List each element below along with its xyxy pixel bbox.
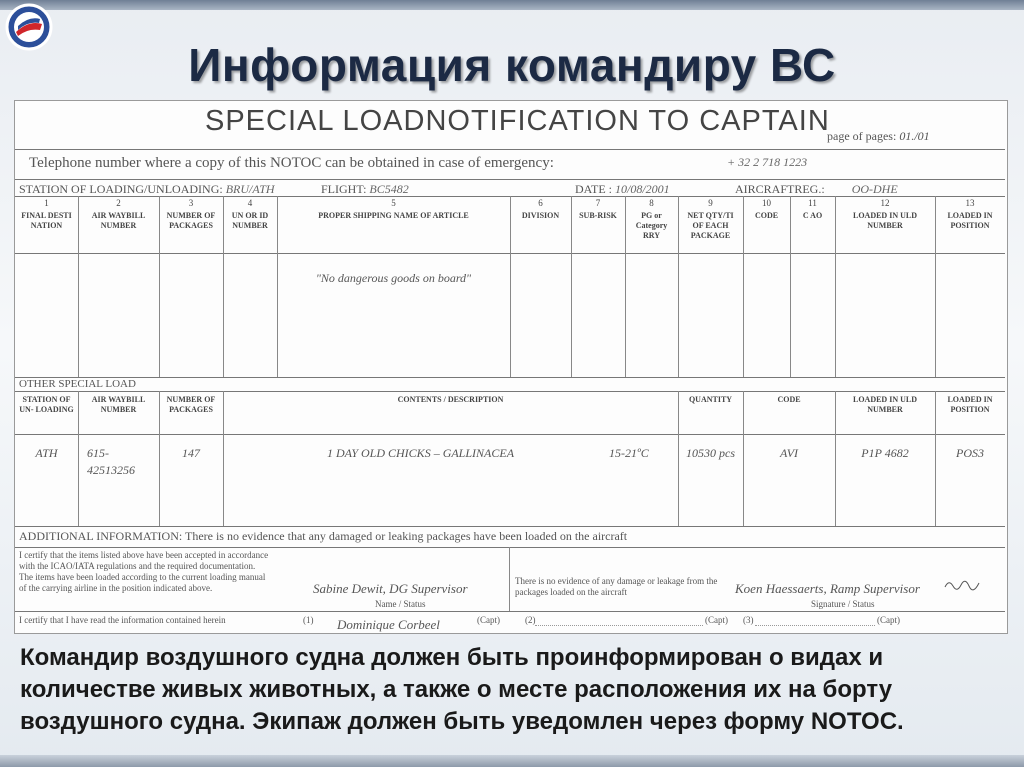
aircraft-reg-field: AIRCRAFTREG.: OO-DHE xyxy=(735,182,898,196)
telephone-label: Telephone number where a copy of this NOTOC can be obtained in case of emergency: xyxy=(29,155,554,171)
other-col-uld: LOADED IN ULD NUMBER xyxy=(852,395,917,414)
dg-col-final-destination: FINAL DESTI NATION xyxy=(21,211,72,230)
dg-col-code: CODE xyxy=(754,211,779,220)
captain-signature: Dominique Corbeel xyxy=(337,617,440,632)
handwritten-initials-icon xyxy=(943,577,983,594)
slide-title: Информация командиру ВС xyxy=(188,39,836,91)
station-field: STATION OF LOADING/UNLOADING: BRU/ATH xyxy=(19,182,275,196)
other-contents: 1 DAY OLD CHICKS – GALLINACEA xyxy=(327,446,515,460)
pages-indicator: page of pages: 01./01 xyxy=(827,129,930,143)
dg-col-un-id: UN OR ID NUMBER xyxy=(231,211,269,230)
certify-text: I certify that the items listed above have been accepted in accordance with the ICAO/IATA regulations and the required documentation. The items have been loaded according to the current loading manual of the carrying airline in the position indicated above. xyxy=(19,550,269,593)
other-quantity: 10530 pcs xyxy=(686,446,735,460)
date-field: DATE : 10/08/2001 xyxy=(575,182,670,196)
dg-col-net-qty: NET QTY/TI OF EACH PACKAGE xyxy=(687,211,734,240)
dg-col-packages: NUMBER OF PACKAGES xyxy=(166,211,216,230)
additional-information: ADDITIONAL INFORMATION: There is no evidence that any damaged or leaking packages have been loaded on the aircraft xyxy=(19,529,628,543)
other-uld: P1P 4682 xyxy=(861,446,909,460)
other-col-contents: CONTENTS / DESCRIPTION xyxy=(397,395,504,404)
name-status-label: Name / Status xyxy=(375,599,426,609)
other-col-awb: AIR WAYBILL NUMBER xyxy=(91,395,146,414)
other-col-position: LOADED IN POSITION xyxy=(947,395,993,414)
dg-col-pg: PG or Category RRY xyxy=(635,211,668,240)
other-awb-1: 615- xyxy=(87,446,109,460)
telephone-value: + 32 2 718 1223 xyxy=(727,155,808,169)
other-position: POS3 xyxy=(956,446,984,460)
notoc-form: SPECIAL LOADNOTIFICATION TO CAPTAIN page of pages: 01./01 Telephone number where a copy of this NOTOC can be obtained in case of emergency: + 32 2 718 1223 STATION OF LOADING/UNLOADING: BRU/ATH FLIGHT: BC5482 DATE : 10/08/2001 AIRCRAFTREG.: OO-DHE 1 FINAL DESTI NATION 2 AIR WAYBILL NUMBER 3 NUMBER OF PACKAGES 4 UN OR ID NUMBER 5 PROPER SHIPPING NAME OF ARTICLE 6 DIVISION 7 SUB-RISK 8 PG or Category RRY 9 NET QTY/TI OF EACH PACKAGE 10 CODE 11 C AO 12 LOADED IN ULD NUMBER 13 LOADED IN POSITION "No dangerous goods on board" OTHER SPECIAL LOAD STATION OF UN- LOADING AIR WAYBILL NUMBER NUMBER OF PACKAGES CONTENTS / DESCRIPTION QUANTITY CODE LOADED IN ULD NUMBER LOADED IN POSITION ATH 615- 42513256 147 1 DAY OLD CHICKS – GALLINACEA 15-21ºC 10530 pcs AVI P1P 4682 POS3 ADDITIONAL INFORMATION: There is no evidence that any damaged or leaking packages have been loaded on the aircraft I certify that the items listed above have been accepted in accordance with the ICAO/IATA regulations and the required documentation. The items have been loaded according to the current loading manual of the carrying airline in the position indicated above. Sabine Dewit, DG Supervisor Name / Status There is no evidence of any damage or leakage from the packages loaded on the aircraft Koen Haessaerts, Ramp Supervisor Signature / Status I certify that I have read the information contained herein (1) Dominique Corbeel (Capt) (2) (Capt) (3) (Capt) xyxy=(14,100,1008,634)
no-evidence-text: There is no evidence of any damage or leakage from the packages loaded on the aircraft xyxy=(515,576,718,597)
dg-col-division: DIVISION xyxy=(521,211,560,220)
slide-caption: Командир воздушного судна должен быть проинформирован о видах и количестве живых животных, а также о месте расположения их на борту воздушного судна. Экипаж должен быть уведомлен через форму NOTOC. xyxy=(20,644,904,735)
bottom-band xyxy=(0,755,1024,767)
other-special-load-label: OTHER SPECIAL LOAD xyxy=(19,378,136,390)
dg-col-shipping-name: PROPER SHIPPING NAME OF ARTICLE xyxy=(318,211,469,220)
dg-col-subrisk: SUB-RISK xyxy=(579,211,617,220)
form-title: SPECIAL LOADNOTIFICATION TO CAPTAIN xyxy=(205,105,830,137)
signature-status-label: Signature / Status xyxy=(811,599,875,609)
other-code: AVI xyxy=(779,446,799,460)
signature-ramp-supervisor: Koen Haessaerts, Ramp Supervisor xyxy=(735,581,920,596)
other-col-station: STATION OF UN- LOADING xyxy=(19,395,74,414)
other-col-code: CODE xyxy=(777,395,801,404)
other-station: ATH xyxy=(35,446,58,460)
other-packages: 147 xyxy=(182,446,200,460)
other-col-quantity: QUANTITY xyxy=(688,395,733,404)
dg-note: "No dangerous goods on board" xyxy=(315,271,472,285)
other-awb-2: 42513256 xyxy=(87,463,135,477)
top-bar xyxy=(0,0,1024,10)
dg-col-position: LOADED IN POSITION xyxy=(947,211,993,230)
read-text: I certify that I have read the information contained herein xyxy=(19,615,226,625)
other-col-packages: NUMBER OF PACKAGES xyxy=(166,395,216,414)
dg-col-awb: AIR WAYBILL NUMBER xyxy=(91,211,146,230)
dg-col-uld: LOADED IN ULD NUMBER xyxy=(852,211,917,230)
dg-col-cao: C AO xyxy=(802,211,823,220)
other-temp: 15-21ºC xyxy=(609,446,649,460)
signature-dg-supervisor: Sabine Dewit, DG Supervisor xyxy=(313,581,468,596)
flight-field: FLIGHT: BC5482 xyxy=(321,182,409,196)
